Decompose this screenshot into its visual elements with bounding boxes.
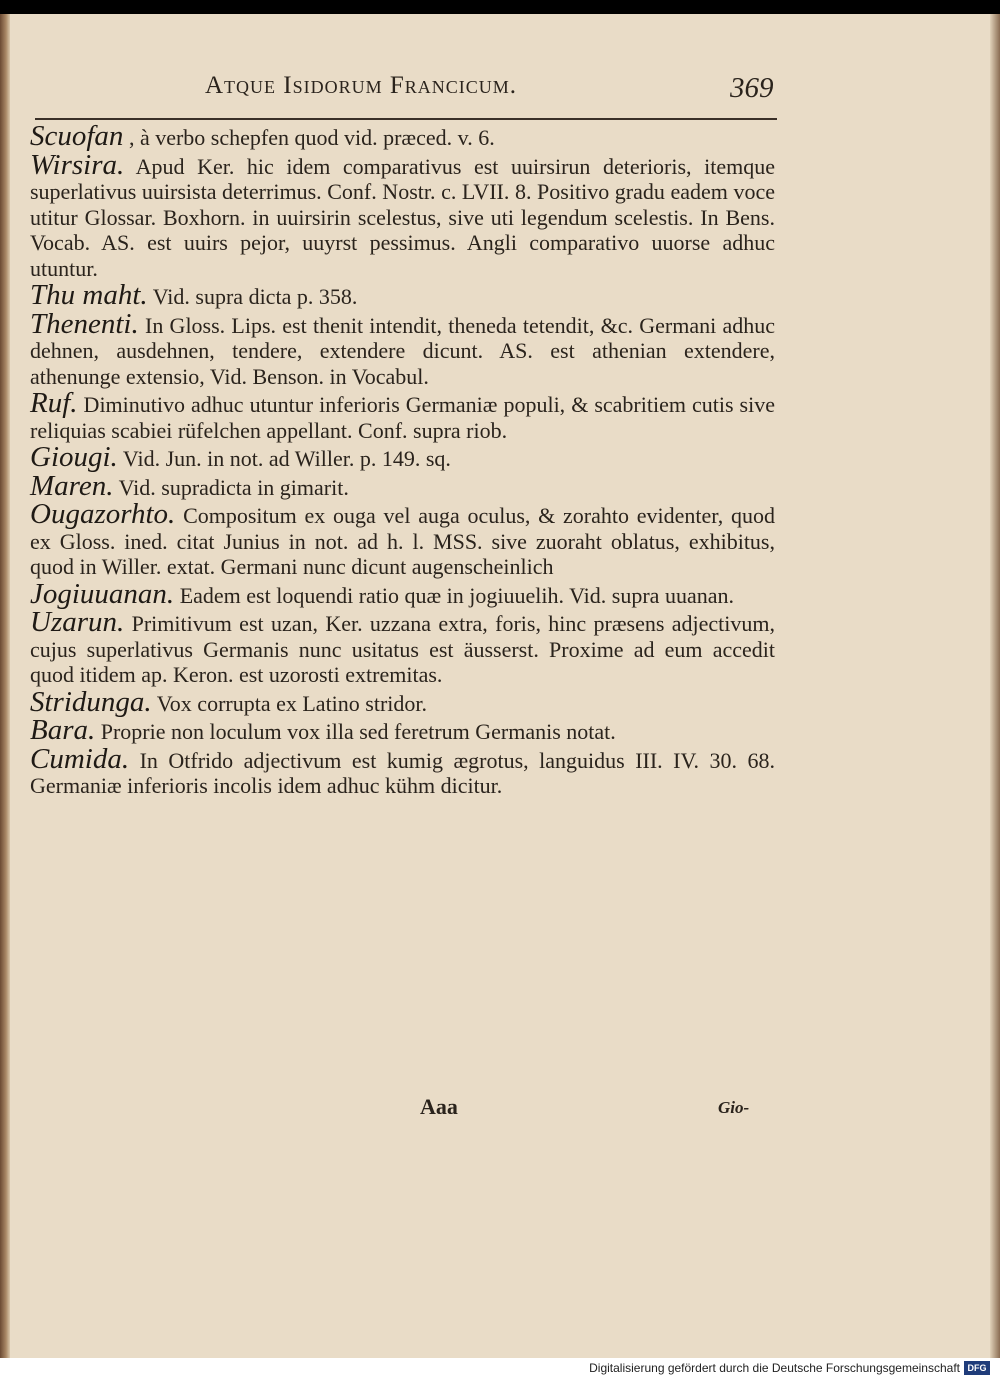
glossary-entry — [30, 606, 775, 688]
glossary-entry — [30, 714, 775, 746]
entry-text: Apud Ker. hic idem comparativus est uuirsirun deterioris, itemque superlativus uuirsista deterrimus. Conf. Nostr. c. LVII. 8. Positivo gradu eadem voce utitur Glossar. Boxhorn. in uuirsirin scelestus, sive uti legendum scelestis. In Bens. Vocab. AS. est uuirs pejor, uuyrst pessimus. Angli comparativo uuorse adhuc utuntur. — [30, 153, 775, 281]
running-title: Atque Isidorum Francicum. — [205, 72, 518, 99]
glossary-entry — [30, 387, 775, 443]
entry-text: Eadem est loquendi ratio quæ in jogiuuelih. Vid. supra uuanan. — [174, 582, 734, 608]
entry-text: Vox corrupta ex Latino stridor. — [151, 690, 428, 716]
entry-text: Primitivum est uzan, Ker. uzzana extra, foris, hinc præsens adjectivum, cujus superlativus Germanis nunc usitatus est äusserst. Proxime ad eum accedit quod itidem ap. Keron. est uzorosti extremitas. — [30, 611, 775, 687]
entry-headword: Uzarun. — [30, 606, 125, 638]
glossary-entry — [30, 307, 775, 390]
glossary-entry — [30, 498, 775, 580]
entry-text: In Gloss. Lips. est thenit intendit, theneda tetendit, &c. Germani adhuc dehnen, ausdehnen, tendere, extendere dicunt. AS. est athenian extendere, athenunge extensio, Vid. Benson. in Vocabul. — [30, 312, 775, 389]
header-rule — [35, 118, 777, 120]
digitization-credit-bar — [0, 1358, 1000, 1379]
entry-headword: Stridunga. — [30, 685, 152, 718]
entry-text: Vid. supra dicta p. 358. — [147, 284, 358, 309]
signature-mark: Aaa — [420, 1094, 458, 1119]
entry-headword: Scuofan — [30, 120, 124, 152]
page-number: 369 — [730, 72, 774, 104]
glossary-entry — [30, 148, 775, 282]
glossary-entry — [30, 685, 775, 718]
entry-headword: Cumida. — [30, 742, 130, 775]
entry-text: Compositum ex ouga vel auga oculus, & zorahto evidenter, quod ex Gloss. ined. citat Junius in not. ad h. l. MSS. sive zuoraht oblatus, exhibitus, quod in Willer. extat. Germani nunc dicunt augenscheinlich — [30, 503, 775, 579]
glossary-entry — [30, 577, 775, 610]
glossary-entries — [30, 120, 775, 799]
entry-headword: Thu maht. — [30, 279, 148, 311]
entry-headword: Ruf. — [30, 387, 78, 419]
entry-text: In Otfrido adjectivum est kumig ægrotus, languidus III. IV. 30. 68. Germaniæ inferioris incolis idem adhuc kühm dicitur. — [30, 747, 775, 798]
glossary-entry — [30, 441, 775, 473]
dfg-logo-icon: DFG — [964, 1361, 990, 1375]
entry-headword: Giougi. — [30, 441, 118, 473]
entry-headword: Thenenti. — [30, 307, 139, 340]
glossary-entry — [30, 279, 775, 311]
glossary-entry — [30, 469, 775, 502]
glossary-entry — [30, 742, 775, 799]
page-edge-shadow — [990, 14, 1000, 1358]
page-header — [0, 72, 1000, 112]
entry-text: Vid. Jun. in not. ad Willer. p. 149. sq. — [117, 446, 451, 471]
entry-text: Diminutivo adhuc utuntur inferioris Germaniæ populi, & scabritiem cutis sive reliquias scabiei rüfelchen appellant. Conf. supra riob. — [30, 392, 775, 443]
entry-headword: Maren. — [30, 469, 114, 502]
digitization-credit: Digitalisierung gefördert durch die Deutsche Forschungsgemeinschaft — [589, 1361, 960, 1375]
entry-headword: Jogiuuanan. — [30, 577, 175, 610]
entry-headword: Wirsira. — [30, 148, 125, 181]
entry-headword: Ougazorhto. — [30, 498, 176, 530]
catchword: Gio- — [718, 1098, 750, 1117]
page-gutter-shadow — [0, 14, 10, 1358]
entry-text: Vid. supradicta in gimarit. — [113, 474, 349, 500]
entry-headword: Bara. — [30, 714, 96, 746]
glossary-entry — [30, 120, 775, 152]
entry-text: Proprie non loculum vox illa sed feretrum Germanis notat. — [95, 719, 616, 744]
entry-text: , à verbo schepfen quod vid. præced. v. 6. — [123, 125, 495, 150]
book-page — [0, 14, 1000, 1358]
